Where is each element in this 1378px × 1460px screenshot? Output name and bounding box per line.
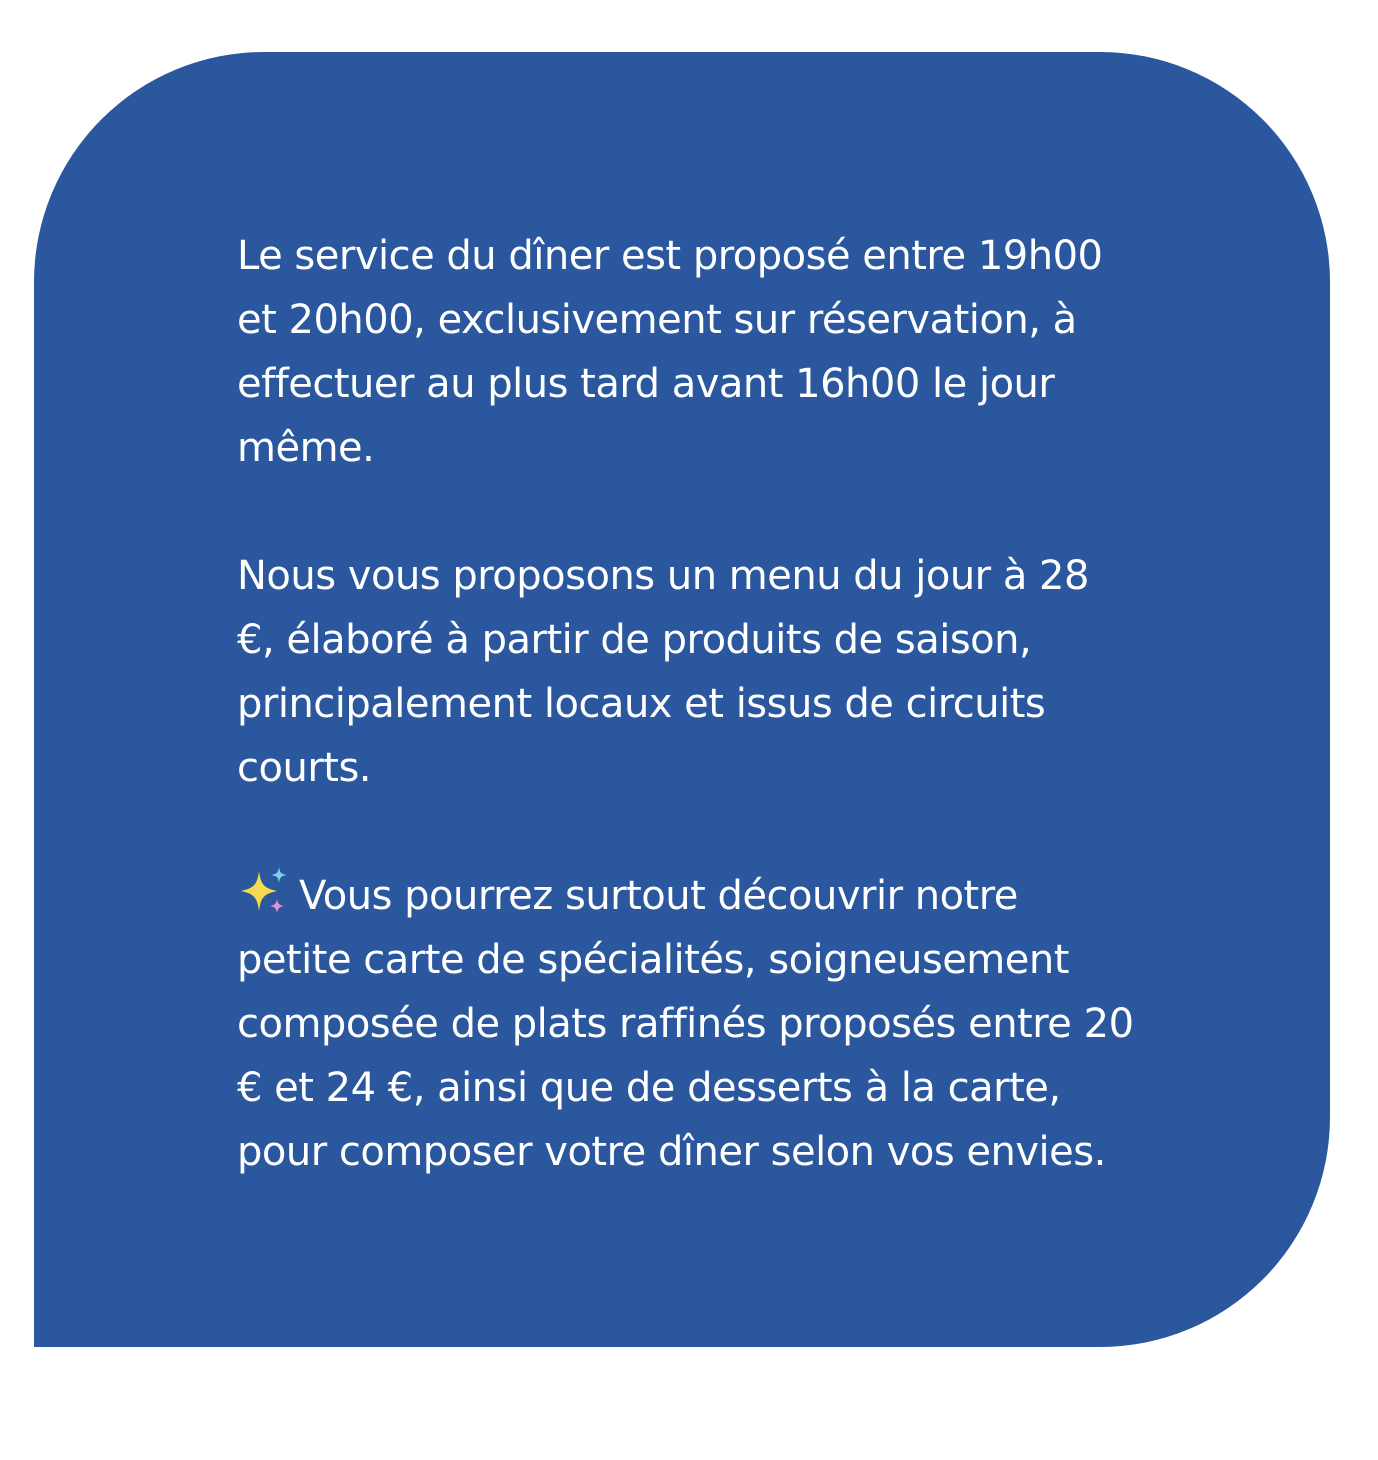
specialties-text: Vous pourrez surtout découvrir notre petite carte de spécialités, soigneusement composée de plats raffinés proposés entre 20 € et 24 €, ainsi que de desserts à la carte, pour composer votre dîner selon vos envies. xyxy=(237,873,1134,1175)
dinner-service-paragraph: Le service du dîner est proposé entre 19h00 et 20h00, exclusivement sur réservation, à effectuer au plus tard avant 16h00 le jour même. xyxy=(237,233,1103,471)
card-content xyxy=(237,224,1137,1184)
specialties-paragraph xyxy=(237,864,1137,1184)
info-card xyxy=(34,52,1330,1347)
sparkles-icon xyxy=(237,865,289,917)
daily-menu-paragraph: Nous vous proposons un menu du jour à 28 €, élaboré à partir de produits de saison, principalement locaux et issus de circuits courts. xyxy=(237,553,1089,791)
